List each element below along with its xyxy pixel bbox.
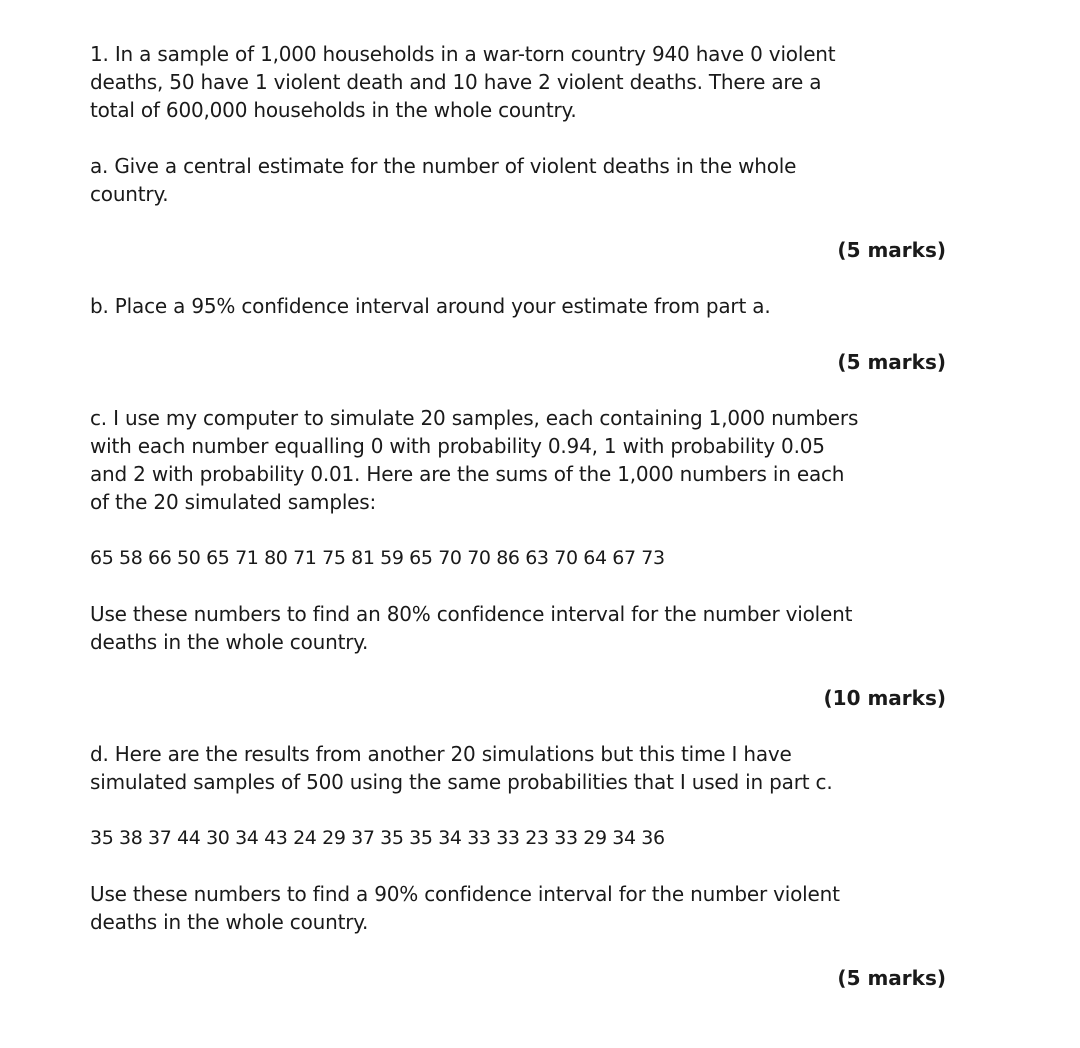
part-b-marks: (5 marks) <box>837 350 946 374</box>
question-page <box>90 40 946 992</box>
part-d-line: simulated samples of 500 using the same probabilities that I used in part c. <box>90 770 833 794</box>
part-d-text <box>90 740 946 796</box>
question-intro <box>90 40 946 124</box>
part-d-instruction <box>90 880 946 936</box>
part-c-marks: (10 marks) <box>823 686 946 710</box>
part-c-line: c. I use my computer to simulate 20 samples, each containing 1,000 numbers <box>90 406 859 430</box>
part-c-line: and 2 with probability 0.01. Here are the sums of the 1,000 numbers in each <box>90 462 845 486</box>
part-c-line: with each number equalling 0 with probability 0.94, 1 with probability 0.05 <box>90 434 825 458</box>
intro-line: deaths, 50 have 1 violent death and 10 have 2 violent deaths. There are a <box>90 70 822 94</box>
part-a-text <box>90 152 946 208</box>
part-c-text <box>90 404 946 516</box>
part-b-line: b. Place a 95% confidence interval around your estimate from part a. <box>90 294 771 318</box>
part-a-line: country. <box>90 182 169 206</box>
part-d-line: d. Here are the results from another 20 simulations but this time I have <box>90 742 792 766</box>
part-c-line: of the 20 simulated samples: <box>90 490 377 514</box>
intro-line: total of 600,000 households in the whole country. <box>90 98 577 122</box>
part-c-instruction <box>90 600 946 656</box>
part-d-instruction-line: Use these numbers to find a 90% confidence interval for the number violent <box>90 882 840 906</box>
intro-line: 1. In a sample of 1,000 households in a war-torn country 940 have 0 violent <box>90 42 836 66</box>
part-d-marks: (5 marks) <box>837 966 946 990</box>
part-c-instruction-line: deaths in the whole country. <box>90 630 369 654</box>
part-c-instruction-line: Use these numbers to find an 80% confidence interval for the number violent <box>90 602 853 626</box>
part-b-text <box>90 292 946 320</box>
part-a-marks: (5 marks) <box>837 238 946 262</box>
part-a-line: a. Give a central estimate for the number of violent deaths in the whole <box>90 154 797 178</box>
part-c-sample-sums: 65 58 66 50 65 71 80 71 75 81 59 65 70 70 86 63 70 64 67 73 <box>90 547 665 569</box>
part-d-sample-sums: 35 38 37 44 30 34 43 24 29 37 35 35 34 33 33 23 33 29 34 36 <box>90 827 665 849</box>
part-d-instruction-line: deaths in the whole country. <box>90 910 369 934</box>
